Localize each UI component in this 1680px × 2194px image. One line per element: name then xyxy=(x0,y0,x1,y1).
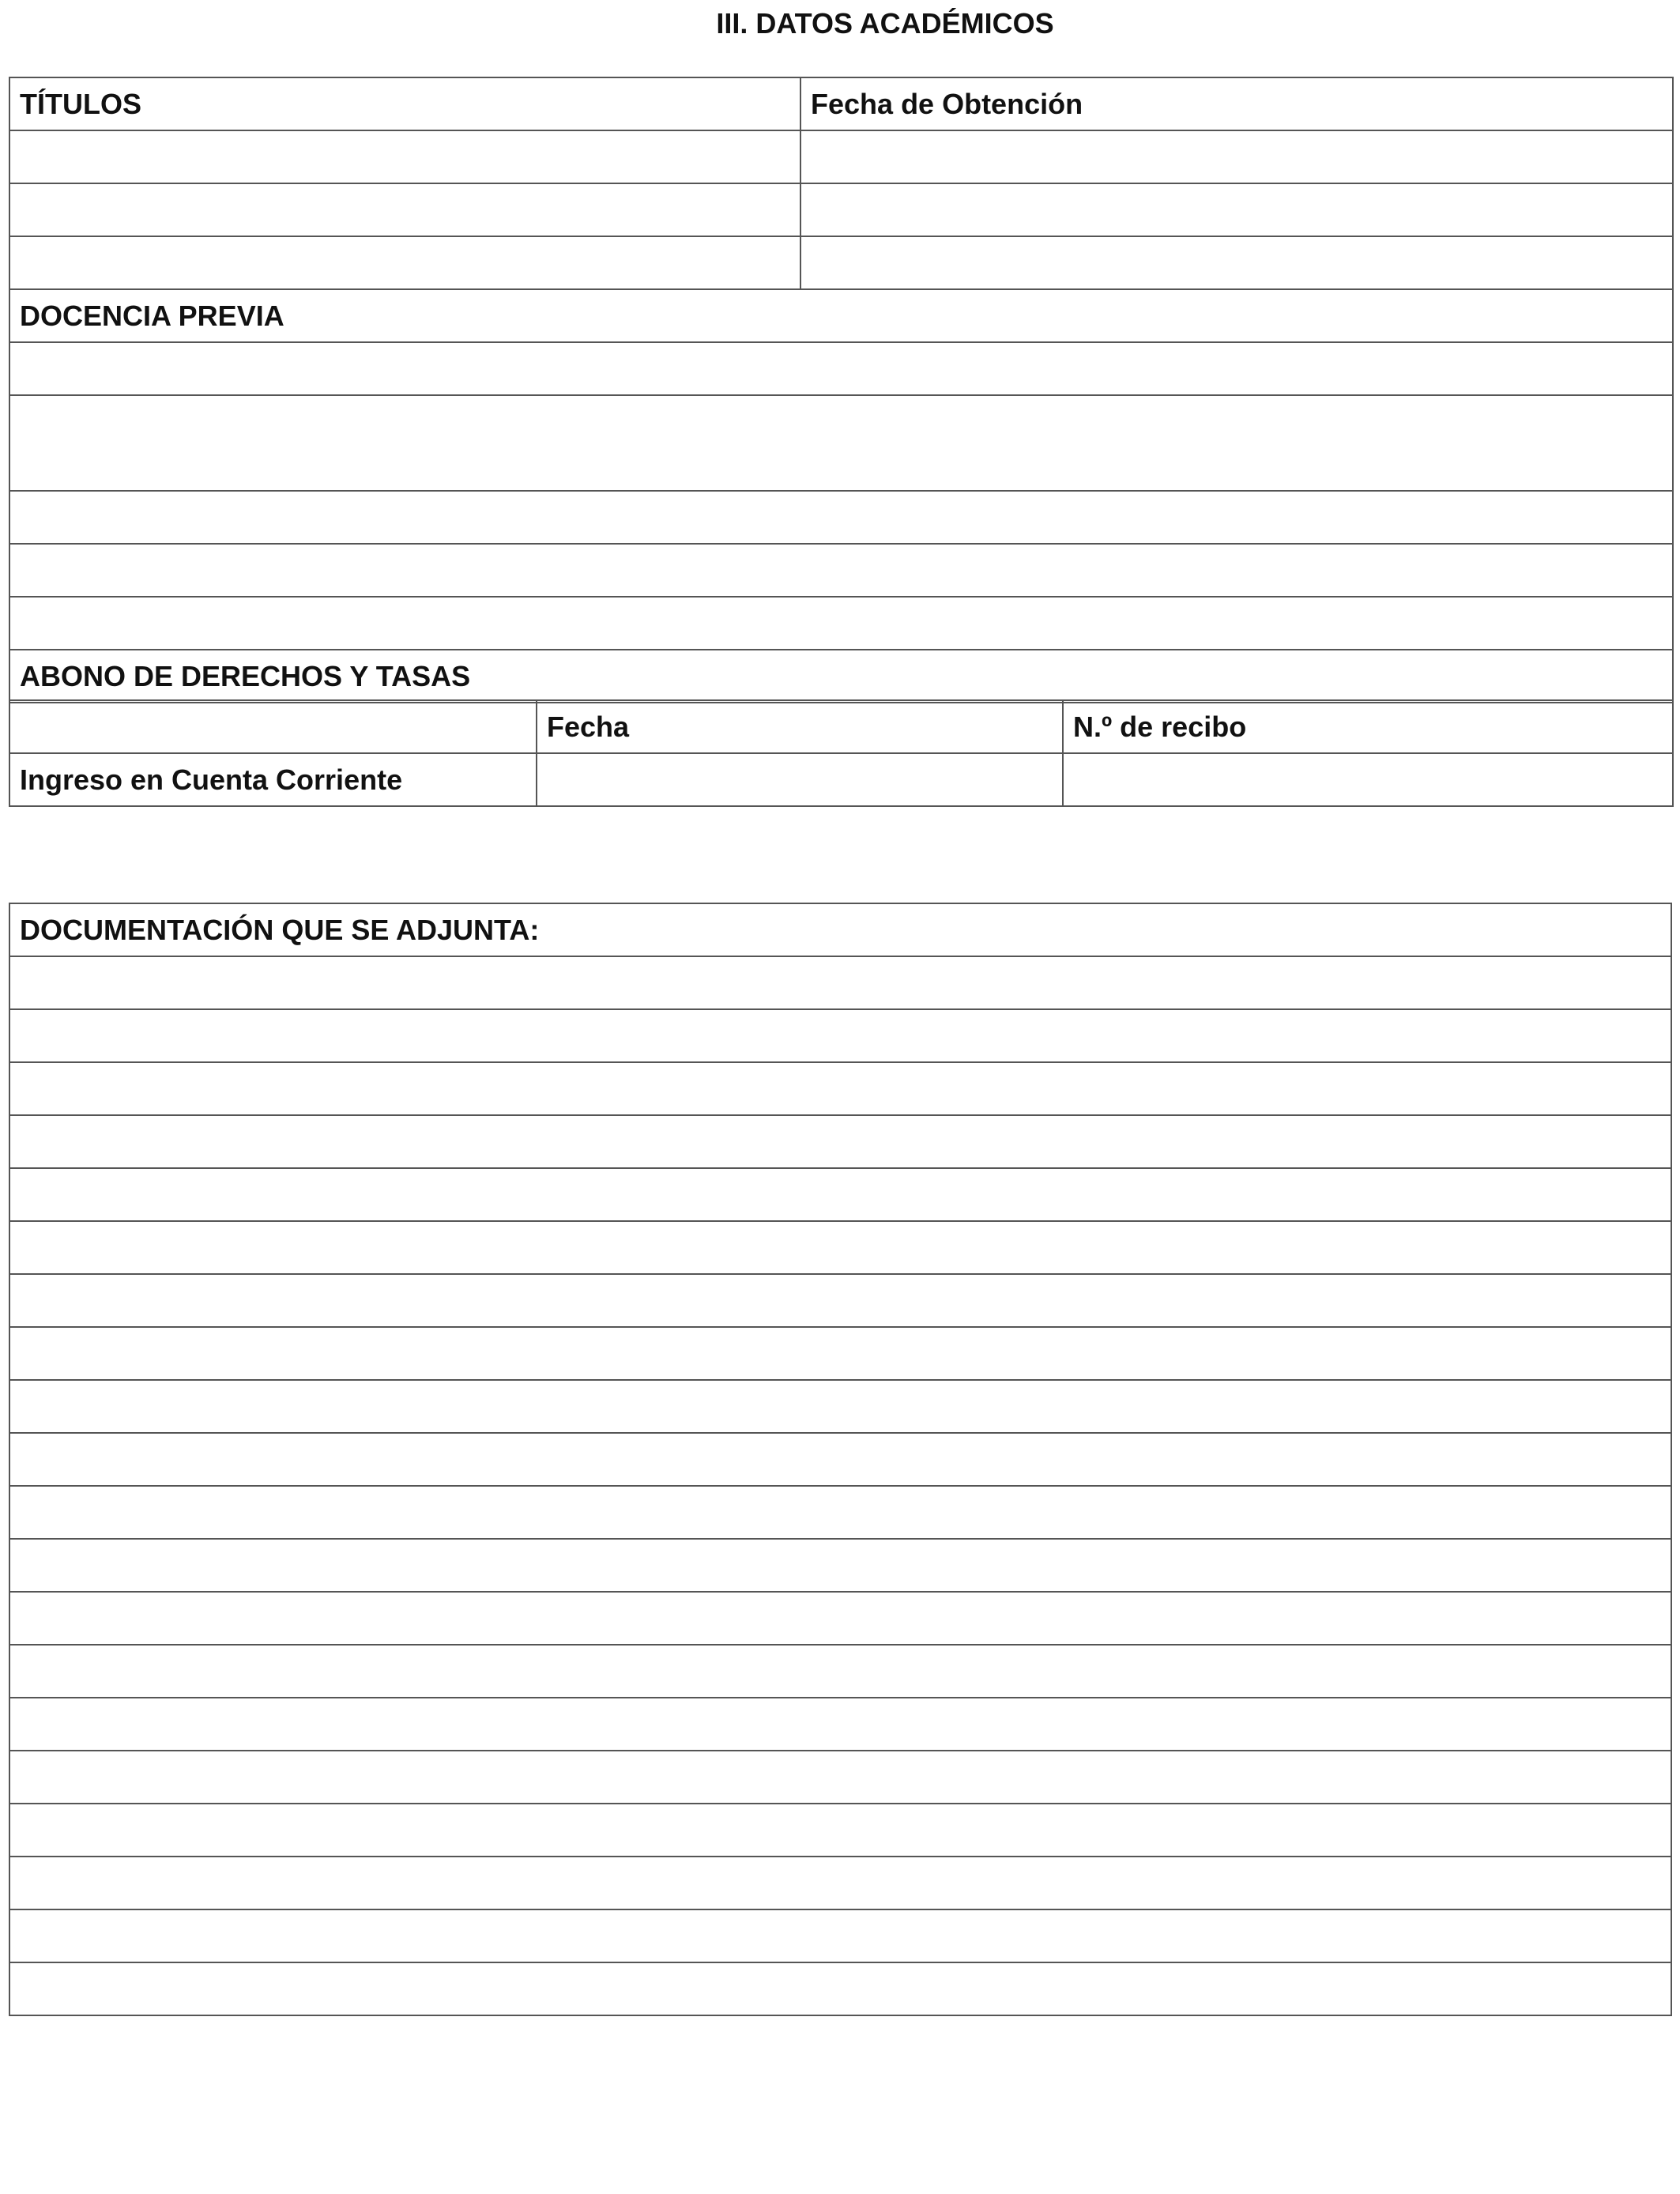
documentacion-row xyxy=(9,1274,1671,1327)
documentacion-field[interactable] xyxy=(9,1962,1671,2015)
docencia-header-row xyxy=(9,289,1673,342)
docencia-field[interactable] xyxy=(9,544,1673,597)
fecha-obtencion-field[interactable] xyxy=(800,130,1673,183)
abono-table xyxy=(9,699,1674,807)
documentacion-field[interactable] xyxy=(9,1380,1671,1433)
fecha-obtencion-field[interactable] xyxy=(800,183,1673,236)
documentacion-row xyxy=(9,1009,1671,1062)
documentacion-row xyxy=(9,1645,1671,1698)
docencia-field[interactable] xyxy=(9,395,1673,491)
documentacion-header: DOCUMENTACIÓN QUE SE ADJUNTA: xyxy=(9,903,1671,956)
academic-data-table xyxy=(9,77,1674,703)
documentacion-field[interactable] xyxy=(9,1062,1671,1115)
fecha-obtencion-field[interactable] xyxy=(800,236,1673,289)
titulos-row xyxy=(9,236,1673,289)
docencia-field[interactable] xyxy=(9,597,1673,650)
documentacion-row xyxy=(9,1168,1671,1221)
documentacion-row xyxy=(9,1433,1671,1486)
ingreso-recibo-field[interactable] xyxy=(1063,753,1673,806)
titulos-header: TÍTULOS xyxy=(9,77,800,130)
docencia-row xyxy=(9,395,1673,491)
documentacion-row xyxy=(9,1909,1671,1962)
docencia-field[interactable] xyxy=(9,491,1673,544)
documentacion-row xyxy=(9,1962,1671,2015)
page-title: III. DATOS ACADÉMICOS xyxy=(716,7,1054,40)
documentacion-field[interactable] xyxy=(9,956,1671,1009)
documentacion-field[interactable] xyxy=(9,1115,1671,1168)
abono-columns-row xyxy=(9,700,1673,753)
documentacion-row xyxy=(9,1698,1671,1751)
documentacion-field[interactable] xyxy=(9,1751,1671,1804)
documentacion-field[interactable] xyxy=(9,1221,1671,1274)
titulos-row xyxy=(9,130,1673,183)
documentacion-header-row xyxy=(9,903,1671,956)
titulo-field[interactable] xyxy=(9,130,800,183)
docencia-row xyxy=(9,597,1673,650)
documentacion-field[interactable] xyxy=(9,1804,1671,1857)
abono-ingreso-row xyxy=(9,753,1673,806)
docencia-row xyxy=(9,544,1673,597)
abono-recibo-header: N.º de recibo xyxy=(1063,700,1673,753)
abono-empty-header xyxy=(9,700,537,753)
abono-header: ABONO DE DERECHOS Y TASAS xyxy=(9,650,1673,703)
documentacion-row xyxy=(9,1751,1671,1804)
documentacion-field[interactable] xyxy=(9,1539,1671,1592)
docencia-header: DOCENCIA PREVIA xyxy=(9,289,1673,342)
documentacion-field[interactable] xyxy=(9,1327,1671,1380)
docencia-row xyxy=(9,491,1673,544)
documentacion-field[interactable] xyxy=(9,1274,1671,1327)
documentacion-row xyxy=(9,1062,1671,1115)
titulos-row xyxy=(9,183,1673,236)
titulo-field[interactable] xyxy=(9,236,800,289)
documentacion-field[interactable] xyxy=(9,1486,1671,1539)
docencia-row xyxy=(9,342,1673,395)
abono-header-row xyxy=(9,650,1673,703)
fecha-obtencion-header: Fecha de Obtención xyxy=(800,77,1673,130)
abono-fecha-header: Fecha xyxy=(537,700,1063,753)
documentacion-row xyxy=(9,1804,1671,1857)
documentacion-row xyxy=(9,1592,1671,1645)
documentacion-field[interactable] xyxy=(9,1592,1671,1645)
documentacion-field[interactable] xyxy=(9,1909,1671,1962)
documentacion-row xyxy=(9,1327,1671,1380)
titulo-field[interactable] xyxy=(9,183,800,236)
documentacion-field[interactable] xyxy=(9,1009,1671,1062)
documentacion-field[interactable] xyxy=(9,1698,1671,1751)
documentacion-field[interactable] xyxy=(9,1168,1671,1221)
documentacion-row xyxy=(9,1857,1671,1909)
docencia-field[interactable] xyxy=(9,342,1673,395)
documentacion-row xyxy=(9,1486,1671,1539)
documentacion-row xyxy=(9,1221,1671,1274)
documentacion-row xyxy=(9,1115,1671,1168)
documentation-table xyxy=(9,903,1672,2016)
documentacion-row xyxy=(9,1539,1671,1592)
documentacion-field[interactable] xyxy=(9,1645,1671,1698)
documentacion-row xyxy=(9,1380,1671,1433)
ingreso-fecha-field[interactable] xyxy=(537,753,1063,806)
documentacion-field[interactable] xyxy=(9,1857,1671,1909)
ingreso-cuenta-label: Ingreso en Cuenta Corriente xyxy=(9,753,537,806)
titulos-header-row xyxy=(9,77,1673,130)
documentacion-field[interactable] xyxy=(9,1433,1671,1486)
documentacion-row xyxy=(9,956,1671,1009)
